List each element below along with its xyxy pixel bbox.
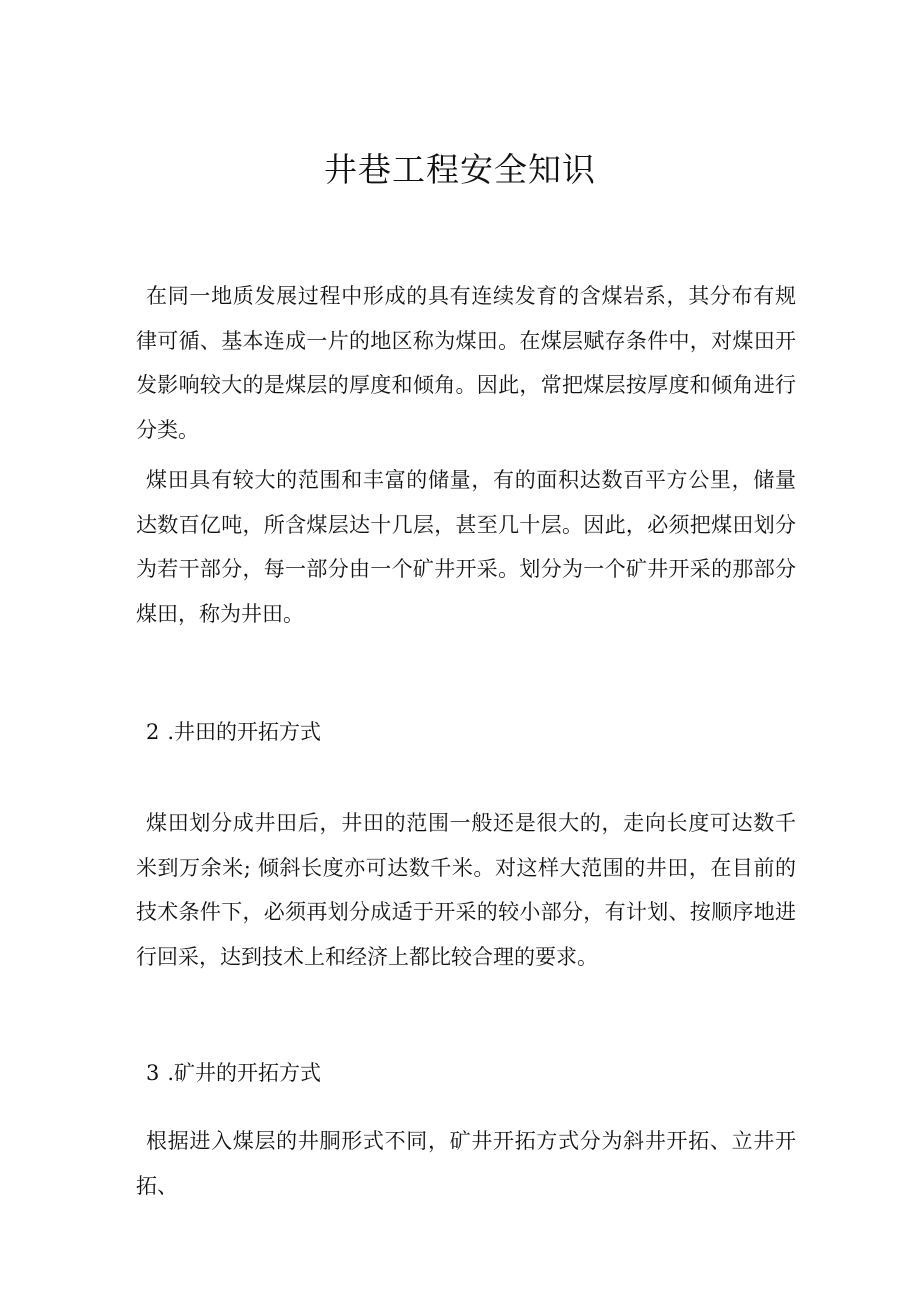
section-3-heading <box>136 1051 796 1095</box>
document-title: 井巷工程安全知识 <box>324 150 596 189</box>
section-3-number: 3 <box>146 1061 160 1085</box>
paragraph-minefield-development: 煤田划分成井田后，井田的范围一般还是很大的，走向长度可达数千米到万余米; 倾斜长度亦可达数千米。对这样大范围的井田，在目前的技术条件下，必须再划分成适于开采的较小部分，有计划、按顺序地进行回采，达到技术上和经济上都比较合理的要求。 <box>136 811 796 969</box>
section-3-title: .矿井的开拓方式 <box>167 1061 322 1085</box>
paragraph-coalfield-definition: 在同一地质发展过程中形成的具有连续发育的含煤岩系，其分布有规律可循、基本连成一片的地区称为煤田。在煤层赋存条件中，对煤田开发影响较大的是煤层的厚度和倾角。因此，常把煤层按厚度和倾角进行分类。 <box>136 284 796 442</box>
section-2-title: .井田的开拓方式 <box>167 720 322 744</box>
paragraph-minefield-definition: 煤田具有较大的范围和丰富的储量，有的面积达数百平方公里，储量达数百亿吨，所含煤层达十几层，甚至几十层。因此，必须把煤田划分为若干部分，每一部分由一个矿井开采。划分为一个矿井开采的那部分煤田，称为井田。 <box>136 468 796 626</box>
section-2-number: 2 <box>146 720 160 744</box>
section-2-heading <box>136 710 796 754</box>
paragraph-mine-development: 根据进入煤层的井胴形式不同，矿井开拓方式分为斜井开拓、立井开拓、 <box>136 1129 796 1198</box>
